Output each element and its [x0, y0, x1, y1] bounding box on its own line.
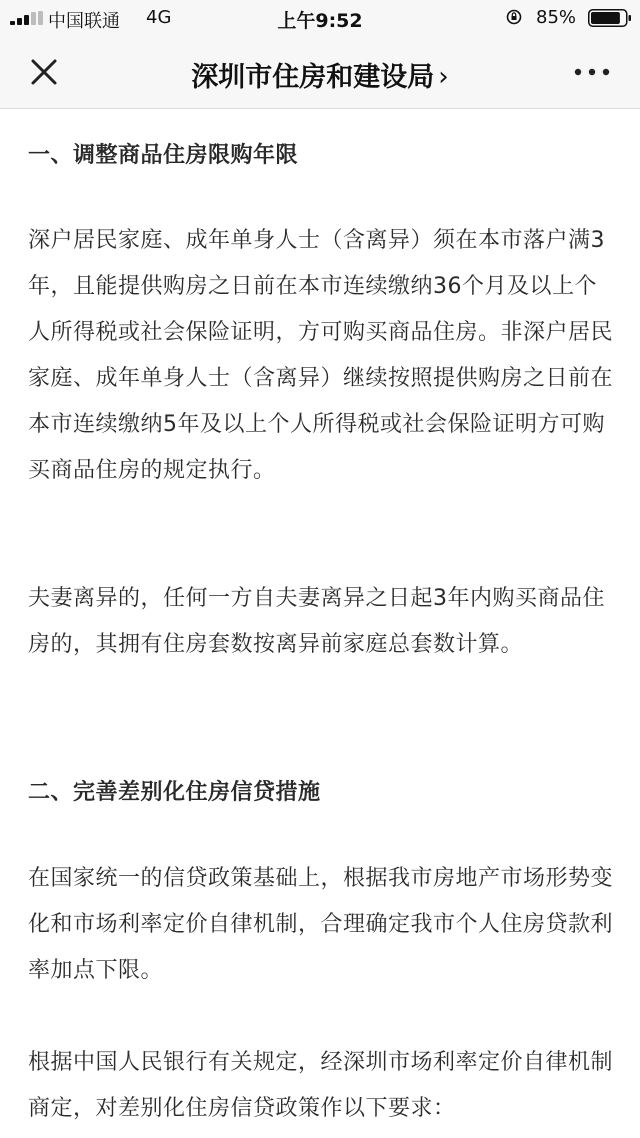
battery-percentage: 85%	[536, 7, 577, 28]
more-dots-icon[interactable]	[568, 62, 616, 82]
article-paragraph-1: 深户居民家庭、成年单身人士（含离异）须在本市落户满3年，且能提供购房之日前在本市连续缴纳36个月及以上个人所得税或社会保险证明，方可购买商品住房。非深户居民家庭、成年单身人士（含离异）继续按照提供购房之日前在本市连续缴纳5年及以上个人所得税或社会保险证明方可购买商品住房的规定执行。	[28, 228, 614, 483]
article-paragraph-3: 在国家统一的信贷政策基础上，根据我市房地产市场形势变化和市场利率定价自律机制，合理确定我市个人住房贷款利率加点下限。	[28, 866, 614, 983]
section-heading-2: 二、完善差别化住房信贷措施	[28, 780, 321, 805]
account-title-link[interactable]	[0, 55, 640, 94]
network-type: 4G	[146, 7, 172, 28]
article-paragraph-4: 根据中国人民银行有关规定，经深圳市场利率定价自律机制商定，对差别化住房信贷政策作以下要求：	[28, 1050, 614, 1121]
battery-icon	[588, 9, 632, 27]
nav-title-text: 深圳市住房和建设局	[191, 62, 435, 93]
rotation-lock-icon	[506, 9, 522, 25]
nav-bar	[0, 36, 640, 109]
article-paragraph-2: 夫妻离异的，任何一方自夫妻离异之日起3年内购买商品住房的，其拥有住房套数按离异前家庭总套数计算。	[28, 586, 605, 657]
section-heading-1: 一、调整商品住房限购年限	[28, 143, 299, 168]
status-bar	[0, 0, 640, 36]
status-time: 上午9:52	[277, 10, 363, 32]
article-content	[0, 109, 640, 1138]
carrier-name: 中国联通	[48, 11, 120, 32]
chevron-right-icon: ›	[438, 62, 449, 92]
